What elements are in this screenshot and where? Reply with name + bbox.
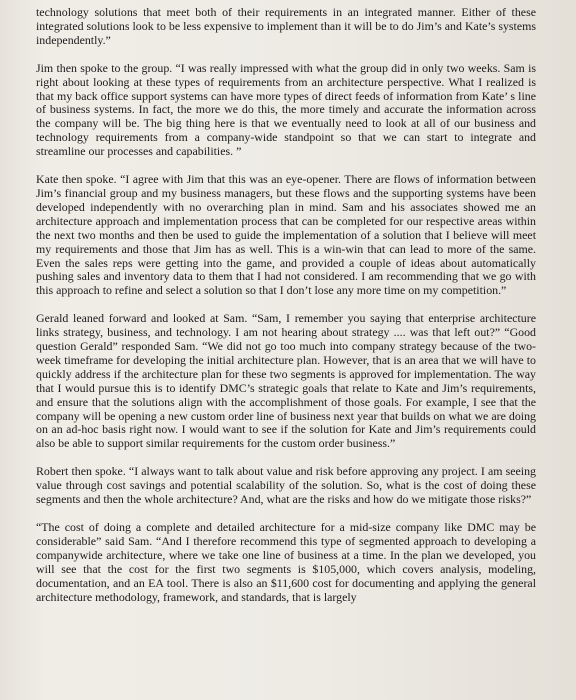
paragraph-5: Robert then spoke. “I always want to talk about value and risk before approving any project. I am seeing value through cost savings and potential scalability of the solution. So, what is the cost of doing these segments and then the whole architecture? And, what are the risks and how do we mitigate those risks?” [36,464,536,507]
paragraph-1: technology solutions that meet both of their requirements in an integrated manner. Either of these integrated solutions look to be less expensive to implement than it will be to do Jim’s and Kate’s systems independently.” [36,5,536,47]
paragraph-2: Jim then spoke to the group. “I was really impressed with what the group did in only two weeks. Sam is right about looking at these types of requirements from an architecture perspective. What I realized is that my back office support systems can have more types of direct feeds of information from Kate’ s line of business systems. In fact, the more we do this, the more timely and accurate the information across the company will be. The big thing here is that we eventually need to look at all of our business and technology requirements from a company-wide standpoint so that we can start to integrate and streamline our processes and capabilities. ” [36,60,536,159]
paragraph-6: “The cost of doing a complete and detailed architecture for a mid-size company like DMC may be considerable” said Sam. “And I therefore recommend this type of segmented approach to developing a companywide architecture, where we take one line of business at a time. In the plan we developed, you will see that the cost for the first two segments is $105,000, which covers analysis, modeling, documentation, and an EA tool. There is also an $11,600 cost for documenting and applying the general architecture methodology, framework, and standards, that is largely [36,520,536,604]
document-body [36,6,536,604]
paragraph-3: Kate then spoke. “I agree with Jim that this was an eye-opener. There are flows of information between Jim’s financial group and my business managers, but these flows and the supporting systems have been developed independently with no overarching plan in mind. Sam and his associates showed me an architecture approach and implementation process that can be completed for our respective areas within the next two months and then be used to guide the implementation of a solution that I believe will meet my requirements and those that Jim has as well. This is a win-win that can lead to more of the same. Even the sales reps were getting into the game, and provided a couple of ideas about automatically pushing sales and inventory data to them that I had not considered. I am recommending that we go with this approach to refine and select a solution so that I don’t lose any more time on my competition.” [36,172,536,298]
paragraph-4: Gerald leaned forward and looked at Sam. “Sam, I remember you saying that enterprise architecture links strategy, business, and technology. I am not hearing about strategy .... was that left out?” “Good question Gerald” responded Sam. “We did not go too much into company strategy because of the two-week timeframe for developing the initial architecture plan. However, that is an area that we will have to quickly address if the architecture plan for these two segments is approved for implementation. The way that I would pursue this is to identify DMC’s strategic goals that relate to Kate and Jim’s requirements, and ensure that the solutions align with the accomplishment of those goals. For example, I see that the company will be opening a new custom order line of business next year that builds on what we are doing on an ad-hoc basis right now. I would want to see if the solution for Kate and Jim’s requirements could also be able to support similar requirements for the custom order business.” [36,311,536,451]
